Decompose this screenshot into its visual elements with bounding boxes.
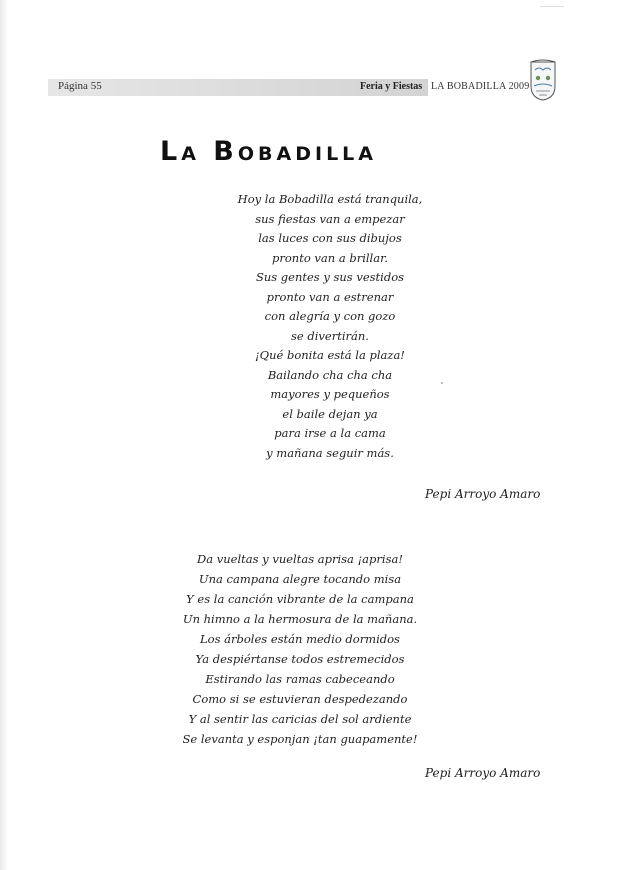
- publication-title: LA BOBADILLA 2009: [431, 81, 530, 92]
- poem-line: se divertirán.: [291, 328, 369, 343]
- poem-line: Se levanta y esponjan ¡tan guapamente!: [182, 732, 418, 746]
- poem-line: las luces con sus dibujos: [258, 231, 402, 245]
- poem-line: Y al sentir las caricias del sol ardiente: [188, 712, 412, 726]
- poem-line: Una campana alegre tocando misa: [198, 572, 402, 586]
- section-label: Feria y Fiestas: [360, 81, 423, 92]
- poem-line: para irse a la cama: [274, 426, 386, 440]
- poem-2-author: Pepi Arroyo Amaro: [425, 766, 541, 780]
- page-number: Página 55: [58, 80, 102, 92]
- page-title: La Bobadilla: [160, 136, 377, 168]
- poem-line: Los árboles están medio dormidos: [200, 632, 400, 646]
- poem-1: [120, 190, 540, 463]
- town-seal-icon: [528, 58, 558, 102]
- scan-speck: [540, 6, 564, 7]
- poem-line: pronto van a estrenar: [266, 289, 394, 304]
- poem-line: y mañana seguir más.: [266, 445, 394, 460]
- poem-line: sus fiestas van a empezar: [255, 211, 405, 226]
- poem-line: Hoy la Bobadilla está tranquila,: [237, 192, 423, 206]
- poem-line: Un himno a la hermosura de la mañana.: [182, 612, 418, 626]
- poem-line: Como si se estuvieran despedezando: [192, 692, 408, 706]
- scan-speck: [441, 382, 443, 384]
- poem-1-author: Pepi Arroyo Amaro: [425, 487, 541, 501]
- poem-2: [100, 549, 500, 749]
- poem-line: Bailando cha cha cha: [267, 367, 393, 382]
- page-edge-shadow: [0, 0, 8, 870]
- poem-line: mayores y pequeños: [270, 387, 390, 401]
- poem-line: Estirando las ramas cabeceando: [205, 672, 395, 686]
- poem-line: Sus gentes y sus vestidos: [255, 270, 405, 284]
- poem-line: con alegría y con gozo: [264, 309, 396, 323]
- poem-line: el baile dejan ya: [282, 406, 378, 421]
- poem-line: pronto van a brillar.: [272, 250, 388, 265]
- poem-line: Ya despiértanse todos estremecidos: [195, 652, 405, 666]
- poem-line: ¡Qué bonita está la plaza!: [255, 348, 405, 362]
- poem-line: Y es la canción vibrante de la campana: [186, 592, 414, 606]
- poem-line: Da vueltas y vueltas aprisa ¡aprisa!: [197, 552, 403, 566]
